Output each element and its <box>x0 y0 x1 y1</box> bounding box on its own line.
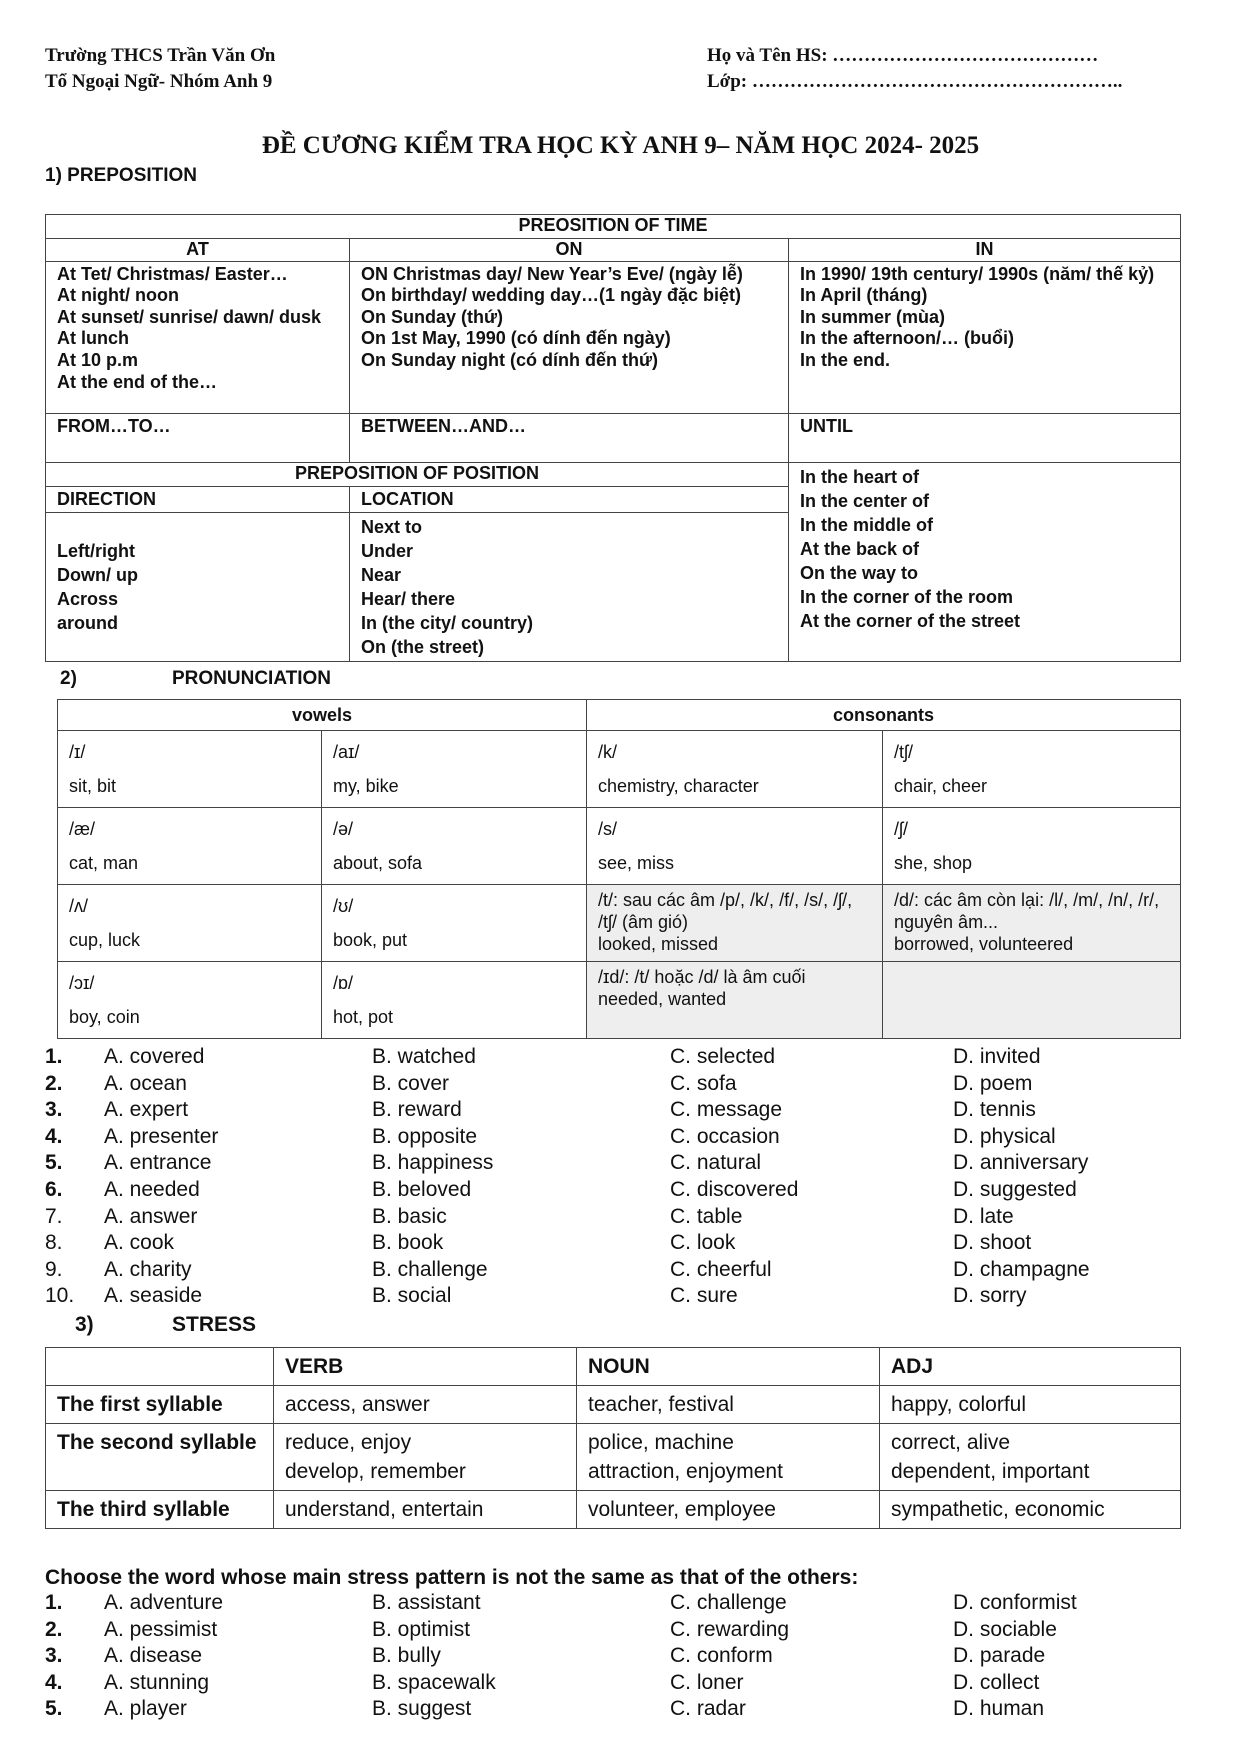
sound-cell <box>58 731 322 808</box>
ipa-symbol: /ə/ <box>333 819 354 839</box>
page-title: ĐỀ CƯƠNG KIỂM TRA HỌC KỲ ANH 9– NĂM HỌC 2024- 2025 <box>261 132 980 159</box>
list-item: On Sunday night (có dính đến thứ) <box>361 349 658 370</box>
sound-cell <box>883 808 1181 885</box>
option-c: C. sofa <box>670 1071 737 1095</box>
option-c: C. loner <box>670 1670 744 1694</box>
question-row <box>45 1044 1180 1071</box>
option-c: C. selected <box>670 1045 776 1068</box>
list-item: Down/ up <box>57 565 138 586</box>
ipa-symbol: /aɪ/ <box>333 742 360 762</box>
ipa-symbol: /ʊ/ <box>333 896 354 916</box>
option-d: D. collect <box>953 1670 1040 1694</box>
question-number: 1. <box>45 1045 63 1068</box>
list-item: At 10 p.m <box>57 349 139 370</box>
list-item: In April (tháng) <box>800 285 928 306</box>
option-b: B. assistant <box>372 1591 481 1614</box>
option-a: A. needed <box>104 1177 200 1201</box>
question-number: 2. <box>45 1071 63 1095</box>
list-item: In the center of <box>800 490 930 511</box>
position-header: PREPOSITION OF POSITION <box>46 462 789 486</box>
question-number: 10. <box>45 1284 75 1308</box>
direction-list <box>46 513 350 662</box>
pronunciation-questions <box>45 1044 1180 1310</box>
option-d: D. shoot <box>953 1231 1032 1255</box>
cell-line: develop, remember <box>285 1460 466 1483</box>
location-header: LOCATION <box>350 486 789 513</box>
question-number: 8. <box>45 1231 63 1255</box>
pronunciation-table <box>57 699 1181 1039</box>
question-row <box>45 1177 1180 1204</box>
option-a: A. answer <box>104 1204 198 1228</box>
row-label: The second syllable <box>46 1424 274 1491</box>
question-row <box>45 1204 1180 1231</box>
option-a: A. entrance <box>104 1151 212 1175</box>
example-words: sit, bit <box>69 776 117 796</box>
option-a: A. cook <box>104 1231 175 1255</box>
option-c: C. table <box>670 1204 743 1228</box>
list-item: Under <box>361 541 414 562</box>
sound-cell <box>587 731 883 808</box>
option-d: D. physical <box>953 1124 1056 1148</box>
option-a: A. stunning <box>104 1670 210 1694</box>
ipa-symbol: /ɪ/ <box>69 742 86 762</box>
option-b: B. bully <box>372 1644 441 1668</box>
sound-cell <box>322 962 587 1039</box>
other-position-list <box>789 462 1181 662</box>
rule-cell-d <box>883 885 1181 962</box>
on-list <box>350 261 789 413</box>
list-item: around <box>57 613 118 634</box>
section2-number: 2) <box>60 668 77 689</box>
option-d: D. anniversary <box>953 1151 1089 1175</box>
option-b: B. suggest <box>372 1697 472 1721</box>
cell-line: police, machine <box>588 1431 734 1454</box>
option-b: B. book <box>372 1231 444 1255</box>
option-c: C. cheerful <box>670 1257 772 1281</box>
list-item: Left/right <box>57 541 135 562</box>
list-item: At the end of the… <box>57 371 217 392</box>
list-item: In summer (mùa) <box>800 306 946 327</box>
option-d: D. champagne <box>953 1257 1090 1281</box>
question-row <box>45 1617 1180 1644</box>
example-words: chair, cheer <box>894 776 988 796</box>
stress-questions <box>45 1590 1180 1723</box>
list-item: Across <box>57 589 119 610</box>
col-on: ON <box>350 239 789 262</box>
list-item: ON Christmas day/ New Year’s Eve/ (ngày lễ) <box>361 263 743 284</box>
question-number: 5. <box>45 1697 63 1721</box>
option-a: A. charity <box>104 1257 192 1281</box>
list-item: Hear/ there <box>361 589 456 610</box>
question-row <box>45 1643 1180 1670</box>
example-words: borrowed, volunteered <box>894 934 1074 954</box>
direction-header: DIRECTION <box>46 486 350 513</box>
school-name: Trường THCS Trần Văn Ơn <box>45 45 276 66</box>
empty-header-cell <box>46 1348 274 1386</box>
list-item: In the afternoon/… (buổi) <box>800 328 1014 349</box>
option-b: B. happiness <box>372 1151 494 1175</box>
section-heading-pronunciation: PRONUNCIATION <box>172 668 332 689</box>
example-words: needed, wanted <box>598 989 727 1009</box>
question-number: 4. <box>45 1670 63 1694</box>
question-number: 5. <box>45 1151 63 1175</box>
option-d: D. suggested <box>953 1177 1077 1201</box>
list-item: On birthday/ wedding day…(1 ngày đặc biệt) <box>361 285 742 306</box>
option-c: C. rewarding <box>670 1617 790 1641</box>
question-row <box>45 1670 1180 1697</box>
list-item: On (the street) <box>361 637 485 658</box>
question-row <box>45 1124 1180 1151</box>
col-adj: ADJ <box>880 1348 1181 1386</box>
option-c: C. conform <box>670 1644 773 1668</box>
question-number: 2. <box>45 1617 63 1641</box>
question-row <box>45 1230 1180 1257</box>
question-row <box>45 1696 1180 1723</box>
option-d: D. conformist <box>953 1591 1077 1614</box>
list-item: On Sunday (thứ) <box>361 306 504 327</box>
col-verb: VERB <box>274 1348 577 1386</box>
location-list <box>350 513 789 662</box>
rule-text: /t/: sau các âm /p/, /k/, /f/, /s/, /ʃ/, /tʃ/ (âm gió) <box>598 890 853 932</box>
verb-cell: access, answer <box>274 1386 577 1424</box>
sound-cell <box>58 885 322 962</box>
until: UNTIL <box>789 413 1181 462</box>
option-b: B. optimist <box>372 1617 471 1641</box>
question-number: 1. <box>45 1591 63 1614</box>
list-item: In the heart of <box>800 466 920 487</box>
example-words: chemistry, character <box>598 776 759 796</box>
noun-cell: volunteer, employee <box>577 1491 880 1529</box>
example-words: cup, luck <box>69 930 141 950</box>
example-words: about, sofa <box>333 853 423 873</box>
option-d: D. sociable <box>953 1617 1057 1641</box>
example-words: boy, coin <box>69 1007 140 1027</box>
option-c: C. natural <box>670 1151 762 1175</box>
option-c: C. challenge <box>670 1591 787 1614</box>
question-number: 3. <box>45 1644 63 1668</box>
option-a: A. seaside <box>104 1284 203 1308</box>
from-to: FROM…TO… <box>46 413 350 462</box>
sound-cell <box>58 962 322 1039</box>
option-d: D. poem <box>953 1071 1033 1095</box>
student-name-label: Họ và Tên HS: …………………………………… <box>707 45 1099 66</box>
consonants-header: consonants <box>587 700 1181 731</box>
question-row <box>45 1283 1180 1310</box>
preposition-table <box>45 214 1181 662</box>
list-item: At lunch <box>57 328 129 349</box>
option-b: B. spacewalk <box>372 1670 496 1694</box>
list-item: On 1st May, 1990 (có dính đến ngày) <box>361 328 671 349</box>
list-item: In the corner of the room <box>800 586 1014 607</box>
question-number: 3. <box>45 1098 63 1122</box>
class-label: Lớp: ………………………………………………….. <box>707 71 1123 92</box>
option-a: A. player <box>104 1697 187 1721</box>
option-a: A. presenter <box>104 1124 219 1148</box>
question-row <box>45 1097 1180 1124</box>
adj-cell: sympathetic, economic <box>880 1491 1181 1529</box>
option-a: A. covered <box>104 1045 205 1068</box>
list-item: In the middle of <box>800 514 933 535</box>
in-list <box>789 261 1181 413</box>
example-words: my, bike <box>333 776 399 796</box>
noun-cell: teacher, festival <box>577 1386 880 1424</box>
ipa-symbol: /s/ <box>598 819 618 839</box>
cell-line: correct, alive <box>891 1431 1011 1454</box>
option-d: D. late <box>953 1204 1014 1228</box>
example-words: looked, missed <box>598 934 719 954</box>
option-d: D. tennis <box>953 1098 1036 1122</box>
option-a: A. adventure <box>104 1591 224 1614</box>
sound-cell <box>883 731 1181 808</box>
list-item: Next to <box>361 517 423 538</box>
sound-cell <box>587 808 883 885</box>
option-c: C. message <box>670 1098 783 1122</box>
example-words: she, shop <box>894 853 973 873</box>
example-words: cat, man <box>69 853 139 873</box>
empty-cell <box>883 962 1181 1039</box>
time-header: PREOSITION OF TIME <box>46 215 1181 239</box>
rule-cell-id <box>587 962 883 1039</box>
section-heading-stress: STRESS <box>172 1313 257 1336</box>
list-item: At night/ noon <box>57 285 179 306</box>
cell-line: dependent, important <box>891 1460 1090 1483</box>
ipa-symbol: /ʌ/ <box>69 896 89 916</box>
list-item: At the corner of the street <box>800 610 1021 631</box>
question-number: 7. <box>45 1204 63 1228</box>
stress-table <box>45 1347 1181 1529</box>
list-item: At the back of <box>800 538 920 559</box>
example-words: book, put <box>333 930 408 950</box>
sound-cell <box>322 885 587 962</box>
option-a: A. pessimist <box>104 1617 218 1641</box>
option-d: D. parade <box>953 1644 1046 1668</box>
list-item: At sunset/ sunrise/ dawn/ dusk <box>57 306 322 327</box>
example-words: see, miss <box>598 853 675 873</box>
list-item: On the way to <box>800 562 919 583</box>
question-row <box>45 1257 1180 1284</box>
ipa-symbol: /ʃ/ <box>894 819 909 839</box>
col-noun: NOUN <box>577 1348 880 1386</box>
ipa-symbol: /ɔɪ/ <box>69 973 95 993</box>
section-heading-preposition: 1) PREPOSITION <box>45 165 198 186</box>
list-item: Near <box>361 565 402 586</box>
cell-line: reduce, enjoy <box>285 1431 412 1454</box>
question-number: 4. <box>45 1124 63 1148</box>
option-d: D. invited <box>953 1045 1041 1068</box>
option-b: B. social <box>372 1284 452 1308</box>
option-a: A. expert <box>104 1098 189 1122</box>
vowels-header: vowels <box>58 700 587 731</box>
option-c: C. occasion <box>670 1124 780 1148</box>
ipa-symbol: /k/ <box>598 742 618 762</box>
question-row <box>45 1150 1180 1177</box>
rule-text: /ɪd/: /t/ hoặc /d/ là âm cuối <box>598 967 806 987</box>
option-c: C. discovered <box>670 1177 799 1201</box>
option-b: B. watched <box>372 1045 476 1068</box>
question-row <box>45 1590 1180 1617</box>
col-at: AT <box>46 239 350 262</box>
adj-cell <box>880 1424 1181 1491</box>
option-b: B. basic <box>372 1204 447 1228</box>
list-item: In 1990/ 19th century/ 1990s (năm/ thế kỷ) <box>800 263 1155 284</box>
group-name: Tổ Ngoại Ngữ- Nhóm Anh 9 <box>45 71 273 92</box>
rule-cell-t <box>587 885 883 962</box>
ipa-symbol: /tʃ/ <box>894 742 914 762</box>
list-item: In the end. <box>800 349 890 370</box>
question-number: 9. <box>45 1257 63 1281</box>
sound-cell <box>322 808 587 885</box>
option-b: B. challenge <box>372 1257 488 1281</box>
question-row <box>45 1071 1180 1098</box>
option-a: A. ocean <box>104 1071 187 1095</box>
at-list <box>46 261 350 413</box>
sound-cell <box>322 731 587 808</box>
option-d: D. human <box>953 1697 1045 1721</box>
option-d: D. sorry <box>953 1284 1027 1308</box>
adj-cell: happy, colorful <box>880 1386 1181 1424</box>
verb-cell: understand, entertain <box>274 1491 577 1529</box>
option-c: C. sure <box>670 1284 738 1308</box>
rule-text: /d/: các âm còn lại: /l/, /m/, /n/, /r/, nguyên âm... <box>894 890 1160 932</box>
example-words: hot, pot <box>333 1007 394 1027</box>
section3-number: 3) <box>75 1313 94 1336</box>
list-item: In (the city/ country) <box>361 613 534 634</box>
row-label: The first syllable <box>46 1386 274 1424</box>
stress-instruction: Choose the word whose main stress pattern is not the same as that of the others: <box>45 1566 859 1589</box>
option-b: B. opposite <box>372 1124 478 1148</box>
list-item: At Tet/ Christmas/ Easter… <box>57 263 288 284</box>
option-a: A. disease <box>104 1644 203 1668</box>
noun-cell <box>577 1424 880 1491</box>
option-b: B. beloved <box>372 1177 472 1201</box>
row-label: The third syllable <box>46 1491 274 1529</box>
cell-line: attraction, enjoyment <box>588 1460 783 1483</box>
ipa-symbol: /ɒ/ <box>333 973 354 993</box>
option-b: B. cover <box>372 1071 450 1095</box>
option-b: B. reward <box>372 1098 462 1122</box>
sound-cell <box>58 808 322 885</box>
option-c: C. radar <box>670 1697 746 1721</box>
col-in: IN <box>789 239 1181 262</box>
ipa-symbol: /æ/ <box>69 819 96 839</box>
between-and: BETWEEN…AND… <box>350 413 789 462</box>
option-c: C. look <box>670 1231 736 1255</box>
question-number: 6. <box>45 1177 63 1201</box>
verb-cell <box>274 1424 577 1491</box>
